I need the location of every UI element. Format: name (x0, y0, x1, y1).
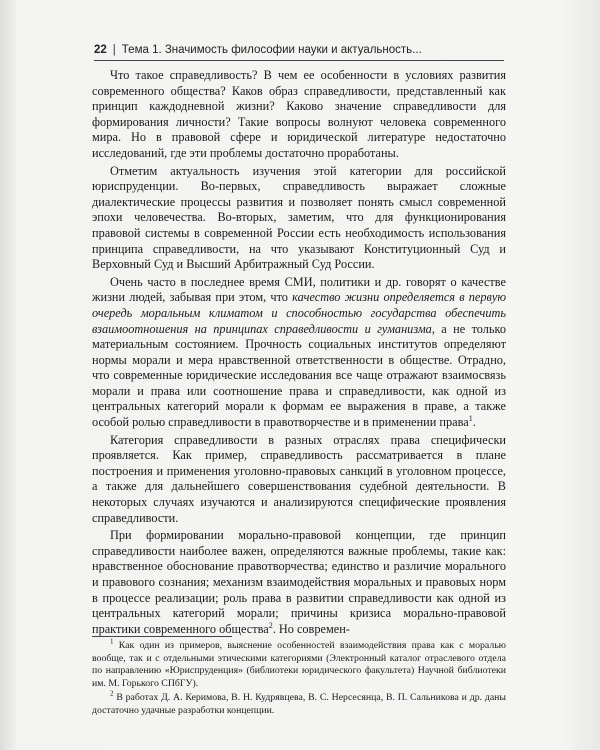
footnote (92, 637, 506, 690)
footnotes (92, 637, 507, 720)
paragraph: Что такое справедливость? В чем ее особенности в условиях развития современного общества? Каков образ справедливости, представленный как принцип каждодневной жизни? Каково значение справедливости для формирования личности? Такие вопросы волнуют человека современного мира. Но в правовой сфере и юридической литературе недостаточно исследований, где эти проблемы достаточно проработаны. (92, 68, 506, 160)
footnote-mark: 1 (110, 637, 114, 646)
footnote-reference: 2 (268, 620, 273, 630)
paragraph: Отметим актуальность изучения этой категории для российской юриспруденции. Во-первых, справедливость выражает сложные диалектические процессы развития и позволяет понять смысл современной эпохи человечества. Во-вторых, заметим, что для функционирования правовой системы в современной России есть необходимость использования принципа справедливости, на что указывают Конституционный Суд и Верховный Суд и Высший Арбитражный Суд России. (92, 163, 506, 272)
body-text (92, 68, 506, 639)
page-number: 22 (94, 44, 107, 56)
emphasized-text: качество жизни определяется в первую очередь моральным климатом и способностью государства обеспечить взаимоотношения на принципах справедливости и гуманизма (92, 290, 506, 336)
paragraph (92, 275, 506, 431)
paragraph-text: . (472, 415, 476, 430)
chapter-title: Тема 1. Значимость философии науки и актуальность... (121, 44, 422, 56)
paragraph: Категория справедливости в разных отраслях права специфически проявляется. Как пример, справедливость рассматривается в плане построения и применения уголовно-правовых санкций в уголовном процессе, а также для дальнейшего совершенствования судебной деятельности. В некоторых случаях изучаются и анализируются специфические проявления справедливости. (92, 432, 506, 525)
footnote (92, 692, 506, 717)
paragraph-text: Очень часто в последнее время СМИ, политики и др. говорят о качестве жизни людей, забывая при этом, что (92, 274, 506, 305)
footnote-mark: 2 (110, 690, 114, 699)
paragraph-text: При формировании морально-правовой концепции, где принцип справедливости наиболее важен, определяются важные проблемы, такие как: нравственное обоснование правотворчества; единство и различие морального и правового сознания; механизм взаимодействия моральных и правовых норм в процессе реализации; роль права в развитии справедливости как одной из центральных категорий морали; причины кризиса морально-правовой практики современного общества (92, 528, 506, 636)
paragraph-text: , а не только материальным состоянием. Прочность социальных институтов определяют нормы морали и мера нравственной ответственности в обществе. Отрадно, что современные юридические исследования все чаще отражают взаимосвязь морали и права или соотношение права и справедливости, как одной из центральных категорий морали к формам ее выражения в праве, а также особой ролью справедливости в правотворчестве и в применении права (92, 321, 507, 430)
running-header (94, 44, 504, 61)
paragraph-text: . Но современ- (272, 621, 350, 636)
footnote-text: Как один из примеров, выяснение особенностей взаимодействия права как с моралью вообще, так и с отдельными этическими категориями (Электронный каталог отраслевого отдела по направлению «Юриспруденция» (библиотеки юридического факультета) Научной библиотеки им. М. Горького СПбГУ). (92, 640, 506, 689)
header-separator: | (112, 44, 116, 56)
footnote-reference: 1 (468, 413, 473, 423)
footnote-text: В работах Д. А. Керимова, В. Н. Кудрявцева, В. С. Нерсесянца, В. П. Сальникова и др. даны достаточно удачные разработки концепции. (92, 692, 507, 716)
paragraph (92, 528, 506, 637)
